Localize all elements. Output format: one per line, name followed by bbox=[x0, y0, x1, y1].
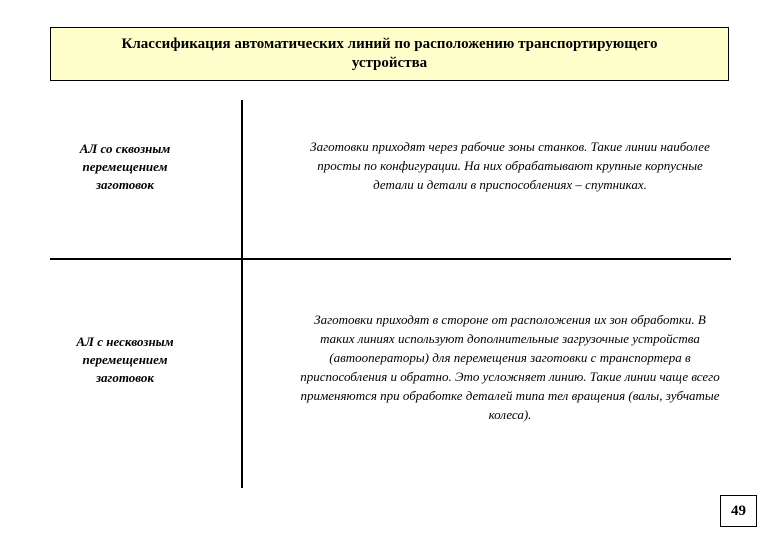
description-non-through: Заготовки приходят в стороне от расположения их зон обработки. В таких линиях используют дополнительные загрузочные устройства (автооператоры) для перемещения заготовки с транспортера в приспособления и обратно. Это усложняет линию. Такие линии чаще всего применяются при обработке деталей типа тел вращения (валы, зубчатые колеса). bbox=[300, 312, 720, 422]
slide-title-text: Классификация автоматических линий по расположению транспортирующего устройства bbox=[121, 36, 658, 71]
category-label-non-through: АЛ с несквозным перемещением заготовок bbox=[76, 334, 174, 385]
page-number-text: 49 bbox=[731, 502, 746, 519]
page-number bbox=[720, 495, 757, 527]
slide-title bbox=[50, 27, 729, 81]
horizontal-divider bbox=[50, 258, 731, 260]
description-through: Заготовки приходят через рабочие зоны станков. Такие линии наиболее просты по конфигурации. На них обрабатывают крупные корпусные детали и детали в приспособлениях – спутниках. bbox=[310, 139, 710, 192]
category-label-through: АЛ со сквозным перемещением заготовок bbox=[79, 141, 171, 192]
vertical-divider bbox=[241, 100, 243, 488]
